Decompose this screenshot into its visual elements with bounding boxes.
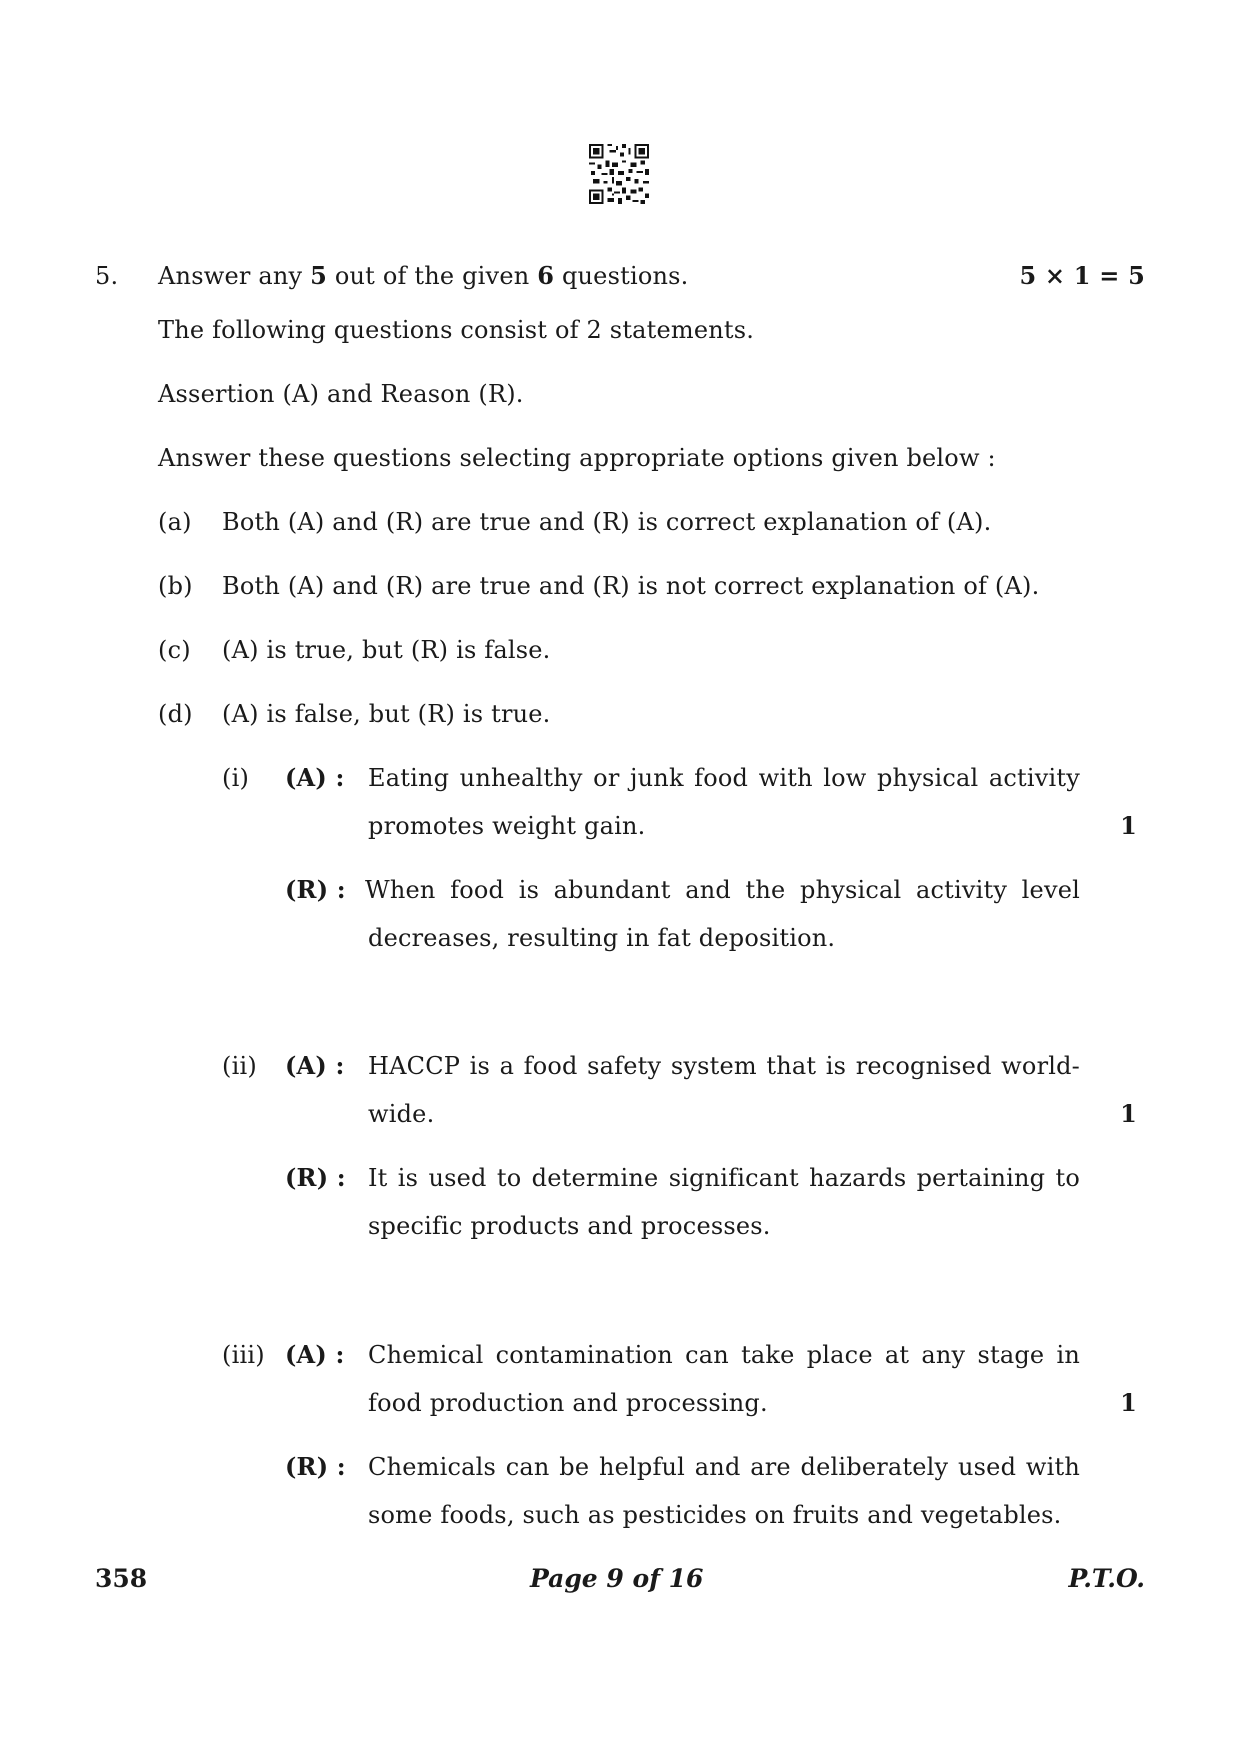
assertion-text-line2: wide. — [368, 1100, 435, 1128]
reason-label: (R) : — [285, 1452, 346, 1481]
option-label: (a) — [158, 508, 192, 536]
assertion-text-line2: promotes weight gain. — [368, 812, 646, 840]
assertion-text-line1: HACCP is a food safety system that is recognised world- — [368, 1052, 1080, 1080]
option-label: (d) — [158, 700, 193, 728]
assertion-label: (A) : — [285, 1051, 345, 1080]
subquestion-mark: 1 — [1120, 811, 1137, 840]
question-instruction: Answer any 5 out of the given 6 questions. — [158, 261, 689, 290]
question-marks: 5 × 1 = 5 — [1019, 261, 1145, 290]
assertion-label: (A) : — [285, 1340, 345, 1369]
intro-line-1: The following questions consist of 2 statements. — [158, 316, 755, 344]
assertion-label: (A) : — [285, 763, 345, 792]
option-text: (A) is false, but (R) is true. — [222, 700, 551, 728]
reason-text-line1: It is used to determine significant hazards pertaining to — [368, 1164, 1080, 1192]
question-number: 5. — [95, 262, 119, 290]
subquestion-number: (iii) — [222, 1341, 265, 1369]
intro-line-3: Answer these questions selecting appropriate options given below : — [158, 444, 996, 472]
intro-line-2: Assertion (A) and Reason (R). — [158, 380, 524, 408]
page-number: Page 9 of 16 — [530, 1564, 704, 1593]
assertion-text-line1: Eating unhealthy or junk food with low physical activity — [368, 764, 1080, 792]
option-label: (b) — [158, 572, 193, 600]
subquestion-mark: 1 — [1120, 1099, 1137, 1128]
reason-text-line1: When food is abundant and the physical activity level — [365, 876, 1080, 904]
reason-text-line2: some foods, such as pesticides on fruits and vegetables. — [368, 1501, 1062, 1529]
subquestion-number: (ii) — [222, 1052, 257, 1080]
assertion-text-line2: food production and processing. — [368, 1389, 768, 1417]
option-text: (A) is true, but (R) is false. — [222, 636, 551, 664]
option-text: Both (A) and (R) are true and (R) is not correct explanation of (A). — [222, 572, 1040, 600]
qr-code-icon — [589, 144, 649, 204]
reason-label: (R) : — [285, 1163, 346, 1192]
option-text: Both (A) and (R) are true and (R) is correct explanation of (A). — [222, 508, 992, 536]
paper-code: 358 — [95, 1564, 148, 1593]
reason-text-line1: Chemicals can be helpful and are deliberately used with — [368, 1453, 1080, 1481]
subquestion-mark: 1 — [1120, 1388, 1137, 1417]
reason-text-line2: decreases, resulting in fat deposition. — [368, 924, 836, 952]
reason-label: (R) : — [285, 875, 346, 904]
pto-label: P.T.O. — [1068, 1564, 1145, 1593]
reason-text-line2: specific products and processes. — [368, 1212, 771, 1240]
option-label: (c) — [158, 636, 191, 664]
subquestion-number: (i) — [222, 764, 250, 792]
assertion-text-line1: Chemical contamination can take place at any stage in — [368, 1341, 1080, 1369]
